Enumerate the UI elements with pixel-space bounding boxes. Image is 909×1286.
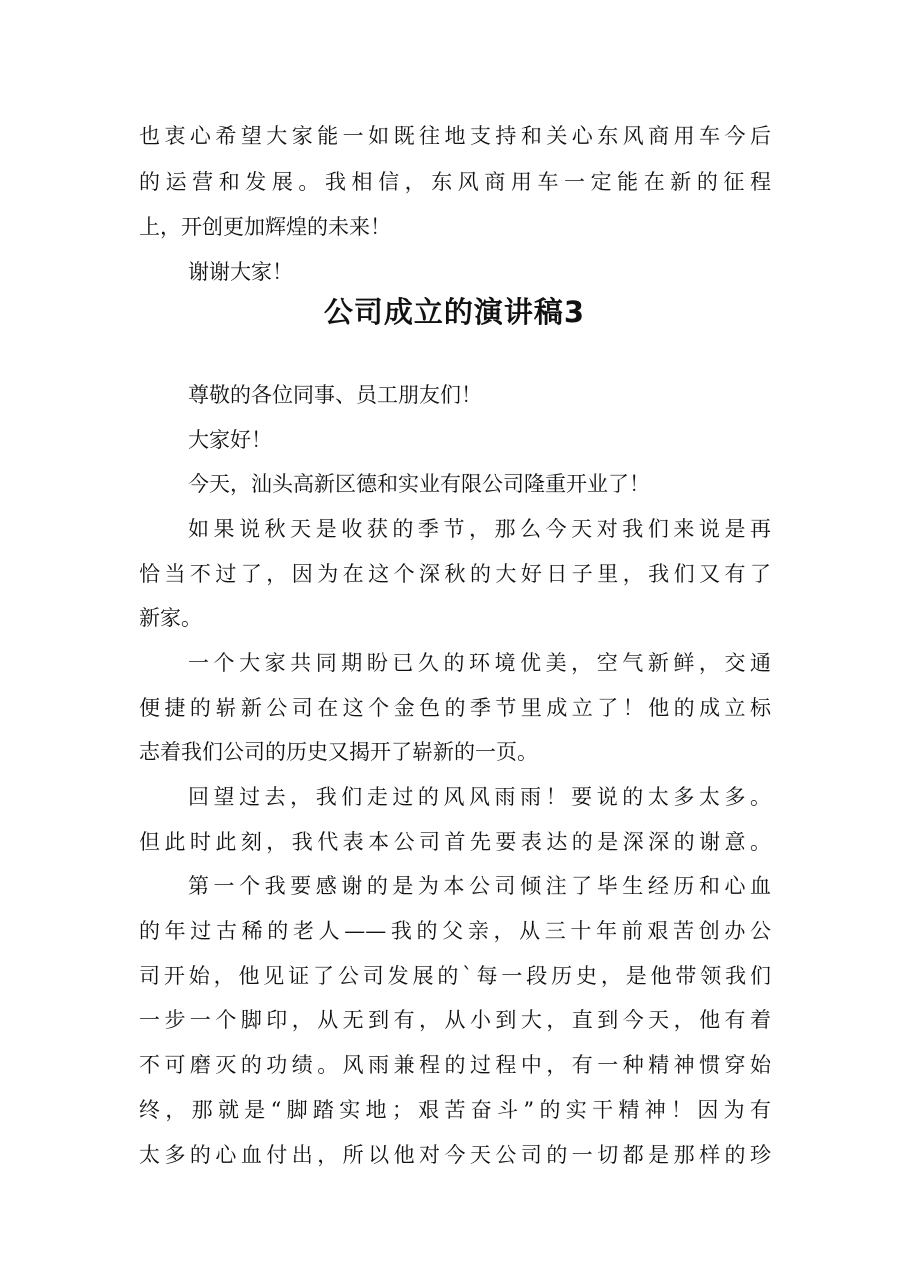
salutation-line: 尊敬的各位同事、员工朋友们！ <box>188 383 482 407</box>
para2-line-1: 一个大家共同期盼已久的环境优美，空气新鲜，交通 <box>188 651 771 675</box>
announcement-line: 今天，汕头高新区德和实业有限公司隆重开业了！ <box>188 472 650 496</box>
para2-line-2: 便捷的崭新公司在这个金色的季节里成立了！他的成立标 <box>139 696 771 720</box>
para4-line-1: 第一个我要感谢的是为本公司倾注了毕生经历和心血 <box>188 874 771 898</box>
para3-line-1: 回望过去，我们走过的风风雨雨！要说的太多太多。 <box>188 785 771 809</box>
para1-line-2: 恰当不过了，因为在这个深秋的大好日子里，我们又有了 <box>139 562 771 586</box>
para4-line-7: 太多的心血付出，所以他对今天公司的一切都是那样的珍 <box>139 1143 771 1167</box>
page-title: 公司成立的演讲稿3 <box>323 295 586 329</box>
para2-line-3: 志着我们公司的历史又揭开了崭新的一页。 <box>139 740 538 764</box>
intro-line-1: 也衷心希望大家能一如既往地支持和关心东风商用车今后 <box>139 124 771 148</box>
para4-line-3: 司开始，他见证了公司发展的`每一段历史，是他带领我们 <box>139 964 771 988</box>
para4-line-6: 终，那就是“脚踏实地；艰苦奋斗”的实干精神！因为有 <box>139 1098 771 1122</box>
para1-line-1: 如果说秋天是收获的季节，那么今天对我们来说是再 <box>188 517 771 541</box>
para4-line-5: 不可磨灭的功绩。风雨兼程的过程中，有一种精神惯穿始 <box>139 1053 771 1077</box>
para1-line-3: 新家。 <box>139 606 202 630</box>
intro-line-3: 上，开创更加辉煌的未来！ <box>139 215 391 239</box>
para4-line-2: 的年过古稀的老人——我的父亲，从三十年前艰苦创办公 <box>139 919 771 943</box>
thanks-line: 谢谢大家！ <box>188 260 293 284</box>
greeting-line: 大家好！ <box>188 428 272 452</box>
para4-line-4: 一步一个脚印，从无到有，从小到大，直到今天，他有着 <box>139 1008 771 1032</box>
para3-line-2: 但此时此刻，我代表本公司首先要表达的是深深的谢意。 <box>139 830 771 854</box>
intro-line-2: 的运营和发展。我相信，东风商用车一定能在新的征程 <box>139 170 771 194</box>
